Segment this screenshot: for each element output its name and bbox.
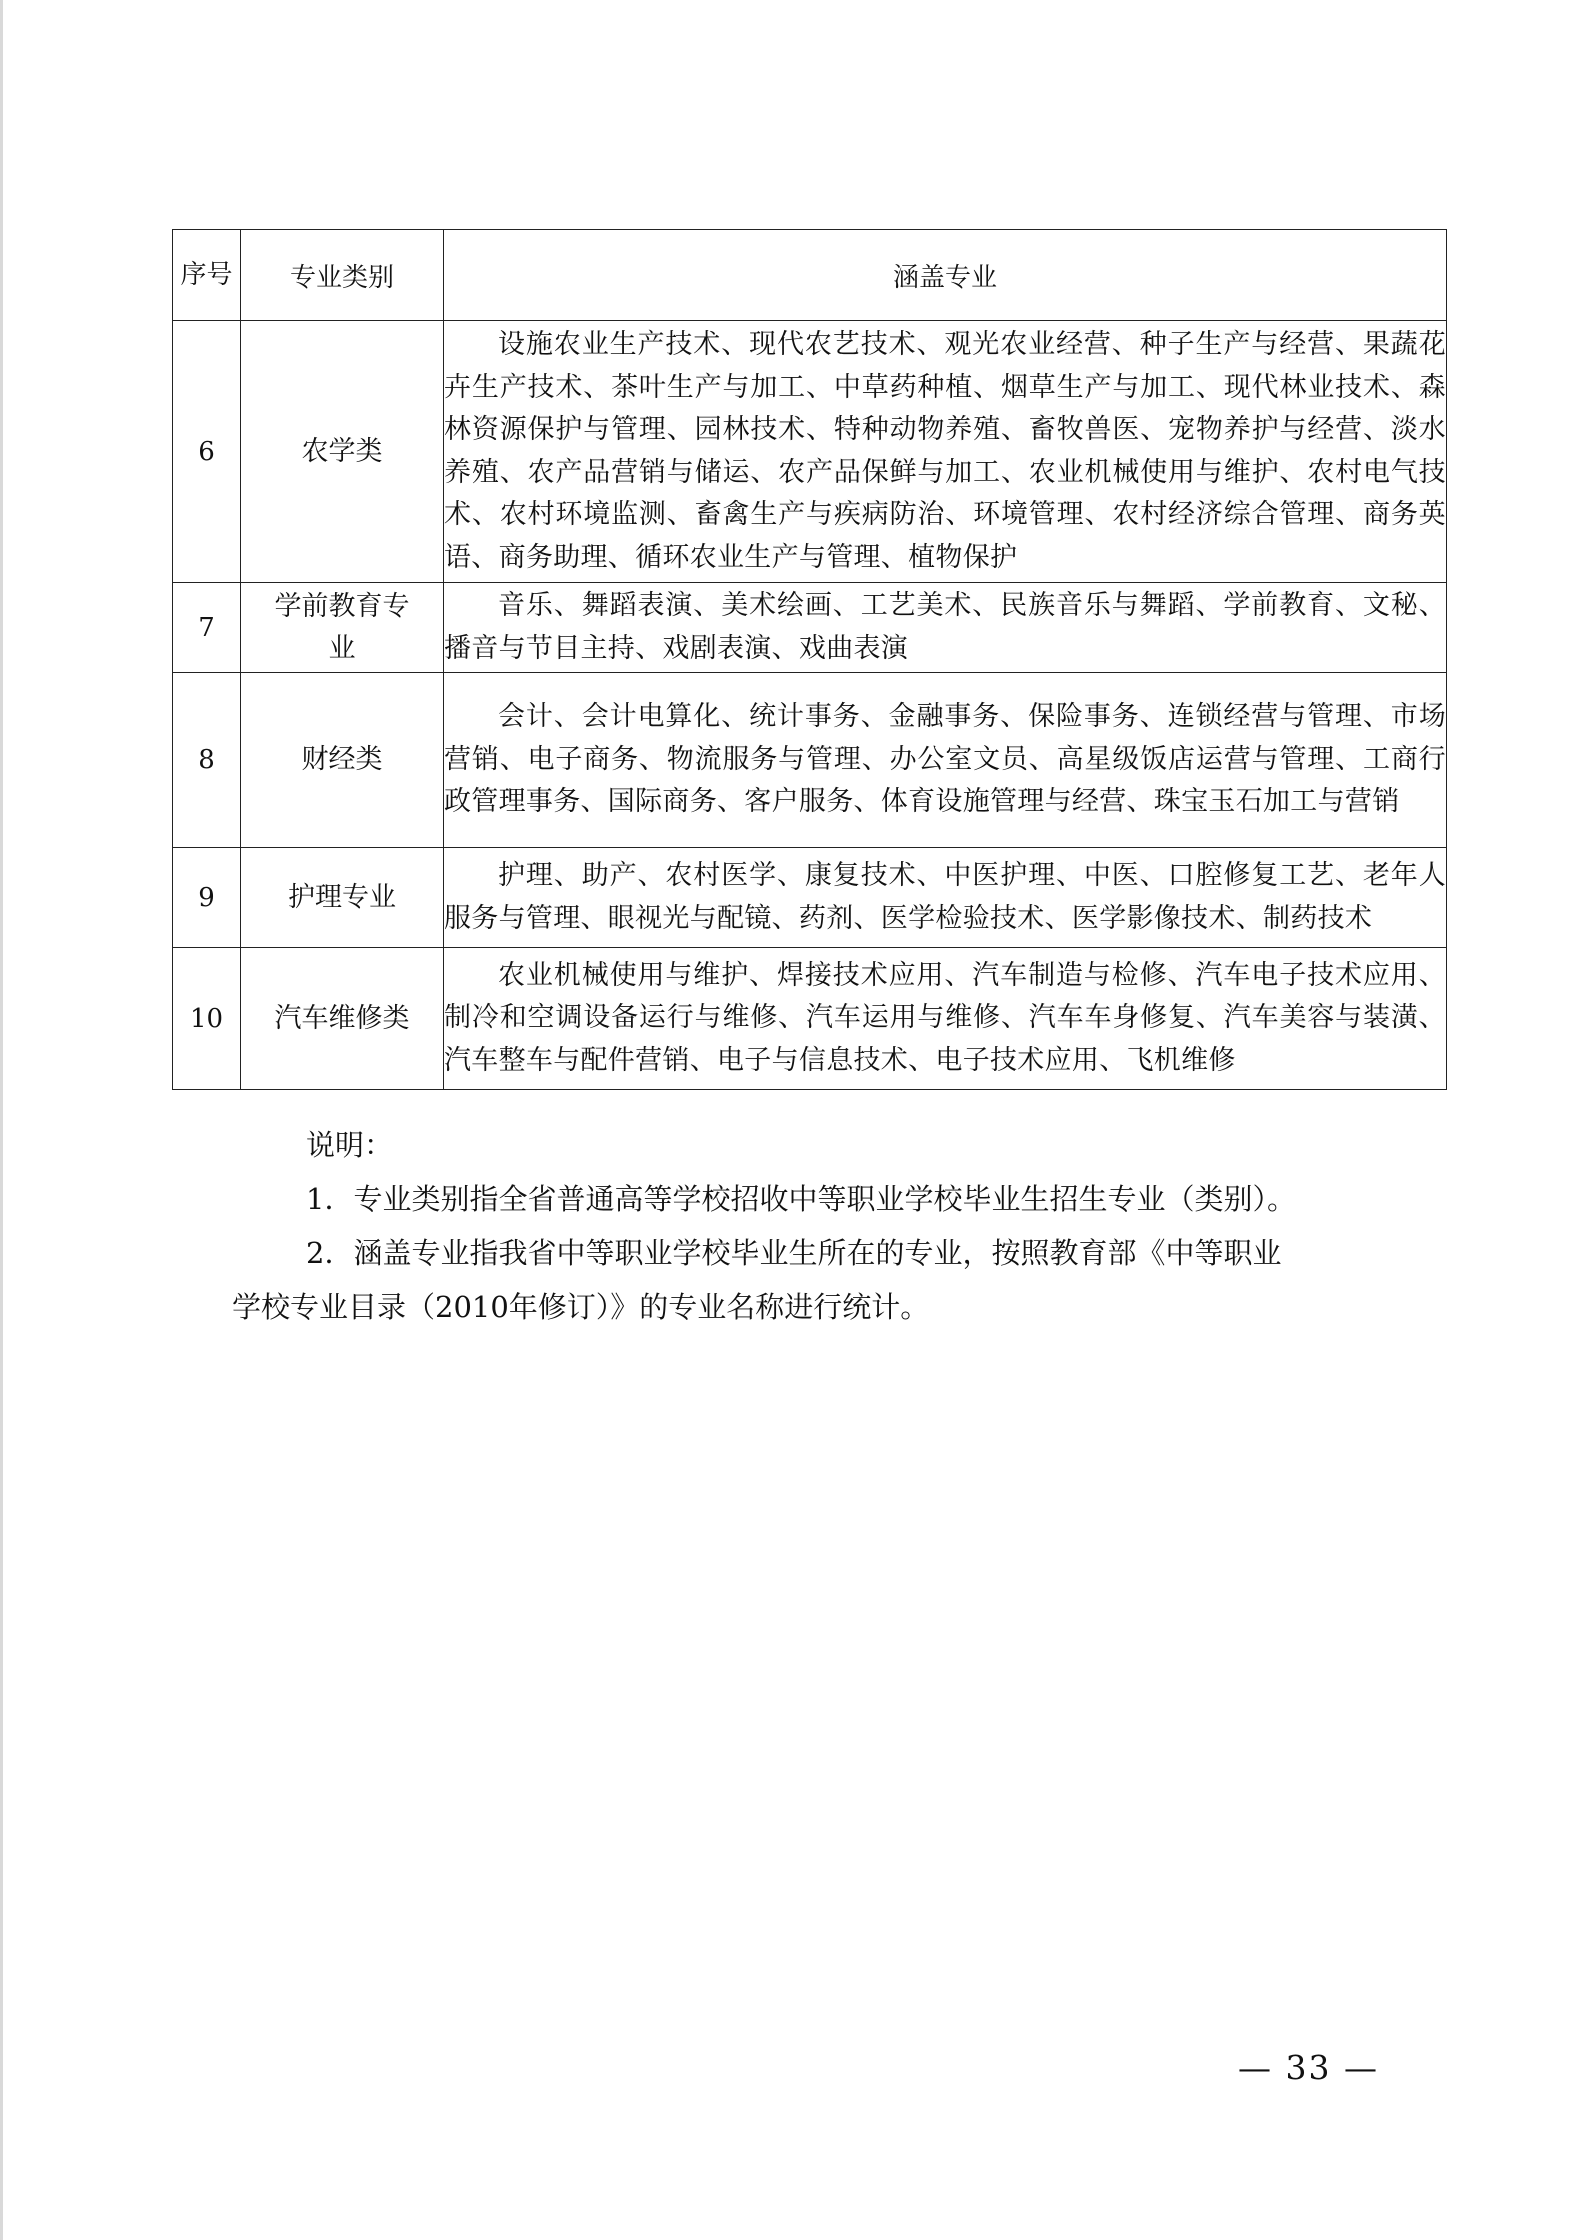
page-edge xyxy=(0,0,3,2240)
row-majors: 设施农业生产技术、现代农艺技术、观光农业经营、种子生产与经营、果蔬花卉生产技术、茶叶生产与加工、中草药种植、烟草生产与加工、现代林业技术、森林资源保护与管理、园林技术、特种动物养殖、畜牧兽医、宠物养护与经营、淡水养殖、农产品营销与储运、农产品保鲜与加工、农业机械使用与维护、农村电气技术、农村环境监测、畜禽生产与疾病防治、环境管理、农村经济综合管理、商务英语、商务助理、循环农业生产与管理、植物保护 xyxy=(444,321,1447,583)
row-category: 护理专业 xyxy=(241,848,444,948)
table-header-row xyxy=(173,230,1447,321)
notes-section xyxy=(232,1118,1422,1334)
row-no: 9 xyxy=(173,848,241,948)
table-row xyxy=(173,583,1447,673)
row-category: 农学类 xyxy=(241,321,444,583)
row-no: 10 xyxy=(173,948,241,1090)
row-no: 6 xyxy=(173,321,241,583)
row-category: 学前教育专业 xyxy=(241,583,444,673)
notes-title: 说明： xyxy=(306,1128,394,1162)
row-majors: 会计、会计电算化、统计事务、金融事务、保险事务、连锁经营与管理、市场营销、电子商务、物流服务与管理、办公室文员、高星级饭店运营与管理、工商行政管理事务、国际商务、客户服务、体育设施管理与经营、珠宝玉石加工与营销 xyxy=(444,673,1447,848)
header-category: 专业类别 xyxy=(241,230,444,321)
header-no: 序号 xyxy=(173,230,241,321)
table-row xyxy=(173,848,1447,948)
row-category: 财经类 xyxy=(241,673,444,848)
row-majors: 护理、助产、农村医学、康复技术、中医护理、中医、口腔修复工艺、老年人服务与管理、眼视光与配镜、药剂、医学检验技术、医学影像技术、制药技术 xyxy=(444,848,1447,948)
row-no: 7 xyxy=(173,583,241,673)
row-majors: 农业机械使用与维护、焊接技术应用、汽车制造与检修、汽车电子技术应用、制冷和空调设备运行与维修、汽车运用与维修、汽车车身修复、汽车美容与装潢、汽车整车与配件营销、电子与信息技术、电子技术应用、飞机维修 xyxy=(444,948,1447,1090)
row-category: 汽车维修类 xyxy=(241,948,444,1090)
row-majors: 音乐、舞蹈表演、美术绘画、工艺美术、民族音乐与舞蹈、学前教育、文秘、播音与节目主持、戏剧表演、戏曲表演 xyxy=(444,583,1447,673)
note-item-2-continued: 学校专业目录（2010年修订）》的专业名称进行统计。 xyxy=(232,1290,930,1324)
header-majors: 涵盖专业 xyxy=(444,230,1447,321)
note-item-2: 2．涵盖专业指我省中等职业学校毕业生所在的专业，按照教育部《中等职业 xyxy=(306,1236,1282,1270)
table-row xyxy=(173,673,1447,848)
note-item-1: 1．专业类别指全省普通高等学校招收中等职业学校毕业生招生专业（类别）。 xyxy=(306,1182,1296,1216)
row-no: 8 xyxy=(173,673,241,848)
table-row xyxy=(173,948,1447,1090)
page-number: — 33 — xyxy=(1238,2048,1379,2087)
table-row xyxy=(173,321,1447,583)
majors-table xyxy=(172,229,1447,1090)
